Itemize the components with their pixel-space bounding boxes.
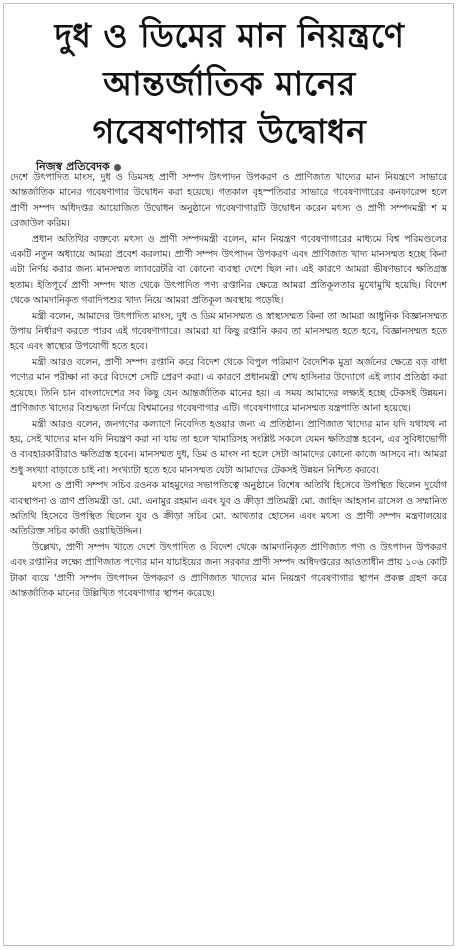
- paragraph-5: মন্ত্রী আরও বলেন, জনগণের কল্যাণে নিবেদিত হওয়ার জন্য এ প্রতিষ্ঠান। প্রাণিজাত খাদ্যের মান যদি যথাযথ না হয়, সেই খাদ্যের মান যদি নিয়ন্ত্রণ করা না যায় তা হলে খামারিসহ সংশ্লিষ্ট সকলে যেমন ক্ষতিগ্রস্ত হবেন, এর সুবিধাভোগী ও ব্যবহারকারীরাও ক্ষতিগ্রস্ত হবেন। মানসম্মত দুধ, ডিম ও মাংস না হলে সেটা আমাদের কোনো কাজে আসবে না। আমরা শুধু সংখ্যা বাড়াতে চাই না। সংখ্যাটা হতে হবে মানসম্মত যেটা আমাদের টেকসই উন্নয়ন নিশ্চিত করবে।: [10, 418, 447, 476]
- byline-text: নিজস্ব প্রতিবেদক: [36, 160, 110, 173]
- headline-line-2: আন্তর্জাতিক মানের: [103, 64, 356, 103]
- headline-line-1: দুধ ও ডিমের মান নিয়ন্ত্রণে: [54, 16, 405, 55]
- headline-line-3: গবেষণাগার উদ্বোধন: [92, 112, 367, 151]
- paragraph-6: মৎস্য ও প্রাণী সম্পদ সচিব রওনক মাহমুদের সভাপতিত্বে অনুষ্ঠানে বিশেষ অতিথি হিসেবে উপস্থিত ছিলেন দুর্যোগ ব্যবস্থাপনা ও ত্রাণ প্রতিমন্ত্রী ডা. মো. এনামুর রহমান এবং যুব ও ক্রীড়া প্রতিমন্ত্রী মো. জাহিদ আহসান রাসেল ও সম্মানিত অতিথি হিসেবে উপস্থিত ছিলেন যুব ও ক্রীড়া সচিব মো. আখতার হোসেন এবং মৎস্য ও প্রাণী সম্পদ মন্ত্রণালয়ের অতিরিক্ত সচিব কাজী ওয়াছিউদ্দিন।: [10, 480, 447, 538]
- paragraph-1: দেশে উৎপাদিত মাংস, দুধ ও ডিমসহ প্রাণী সম্পদ উৎপাদন উপকরণ ও প্রাণিজাত খাদ্যের মান নিয়ন্ত্রণে সাভারে আন্তর্জাতিক মানের গবেষণাগার উদ্বোধন করা হয়েছে। গতকাল বৃহস্পতিবার সাভারে গবেষণাগারের কনফারেন্স হলে প্রাণী সম্পদ অধিদপ্তর আয়োজিত উদ্বোধন অনুষ্ঠানে গবেষণাগারটি উদ্বোধন করেন মৎস্য ও প্রাণী সম্পদমন্ত্রী শ ম রেজাউল করিম।: [10, 172, 447, 230]
- paragraph-4: মন্ত্রী আরও বলেন, প্রাণী সম্পদ রপ্তানি করে বিদেশ থেকে বিপুল পরিমাণ বৈদেশিক মুদ্রা অর্জনের ক্ষেত্রে বড় বাধা পণ্যের মান পরীক্ষা না করে বিদেশে সেটি প্রেরণ করা। এ কারণে প্রধানমন্ত্রী শেখ হাসিনার উদ্যোগে এই ল্যাব প্রতিষ্ঠা করা হয়েছে। তিনি চান বাংলাদেশের সব কিছু যেন আন্তর্জাতিক মানের হয়। এ সময় আমাদের লক্ষ্যই হচ্ছে টেকসই উন্নয়ন। প্রাণিজাত খাদ্যের বিশুদ্ধতা নির্ণয়ে বিশ্বমানের গবেষণাগার এটি। গবেষণাগারে মানসম্মত যন্ত্রপাতি আনা হয়েছে।: [10, 356, 447, 415]
- article-body: [10, 170, 447, 601]
- paragraph-3: মন্ত্রী বলেন, আমাদের উৎপাদিত মাংস, দুধ ও ডিম মানসম্মত ও স্বাস্থ্যসম্মত কিনা তা আমরা আধুনিক বিজ্ঞানসম্মত উপায় নির্ধারণ করতে পারব এই গবেষণাগারে। আমরা যা কিছু রপ্তানি করব তা মানসম্মত হতে হবে, বিজ্ঞানসম্মত হতে হবে এবং স্বাস্থ্যের উপযোগী হতে হবে।: [10, 310, 447, 353]
- paragraph-2: প্রধান অতিথির বক্তব্যে মৎস্য ও প্রাণী সম্পদমন্ত্রী বলেন, মান নিয়ন্ত্রণ গবেষণাগারের মাধ্যমে বিশ্ব পরিমণ্ডলের একটি নতুন অধ্যায়ে আমরা প্রবেশ করলাম। প্রাণী সম্পদ উৎপাদন উপকরণ এবং প্রাণিজাত খাদ্য মানসম্মত হচ্ছে কিনা এটা নির্ণয় করার জন্য মানসম্মত ল্যাবরেটরি বা কোনো ব্যবস্থা দেশে ছিল না। এই কারণে আমরা ভীষণভাবে ক্ষতিগ্রস্ত হতাম। ইতিপূর্বে প্রাণী সম্পদ খাত থেকে উৎপাদিত পণ্য রপ্তানির ক্ষেত্রে আমরা প্রতিকূলতার মুখোমুখি হয়েছি। বিদেশ থেকে আমদানিকৃত গবাদিপশুর খাদ্য নিয়ে আমরা প্রতিকূল অবস্থায় পড়েছি।: [10, 233, 447, 307]
- article-headline: [8, 12, 451, 156]
- paragraph-7: উল্লেখ্য, প্রাণী সম্পদ খাতে দেশে উৎপাদিত ও বিদেশ থেকে আমদানিকৃত প্রাণিজাত পণ্য ও উৎপাদন উপকরণ এবং রপ্তানির লক্ষ্যে প্রাণিজাত পণ্যের মান যাচাইয়ের জন্য সরকার প্রাণী সম্পদ অধিদপ্তরের আওতাধীন প্রায় ১০৬ কোটি টাকা ব্যয়ে 'প্রাণী সম্পদ উৎপাদন উপকরণ ও প্রাণিজাত খাদ্যের মান নিয়ন্ত্রণ গবেষণাগার স্থাপন প্রকল্প গ্রহণ করে আন্তর্জাতিক মানের উল্লিখিত গবেষণাগার স্থাপন করেছে।: [10, 541, 447, 599]
